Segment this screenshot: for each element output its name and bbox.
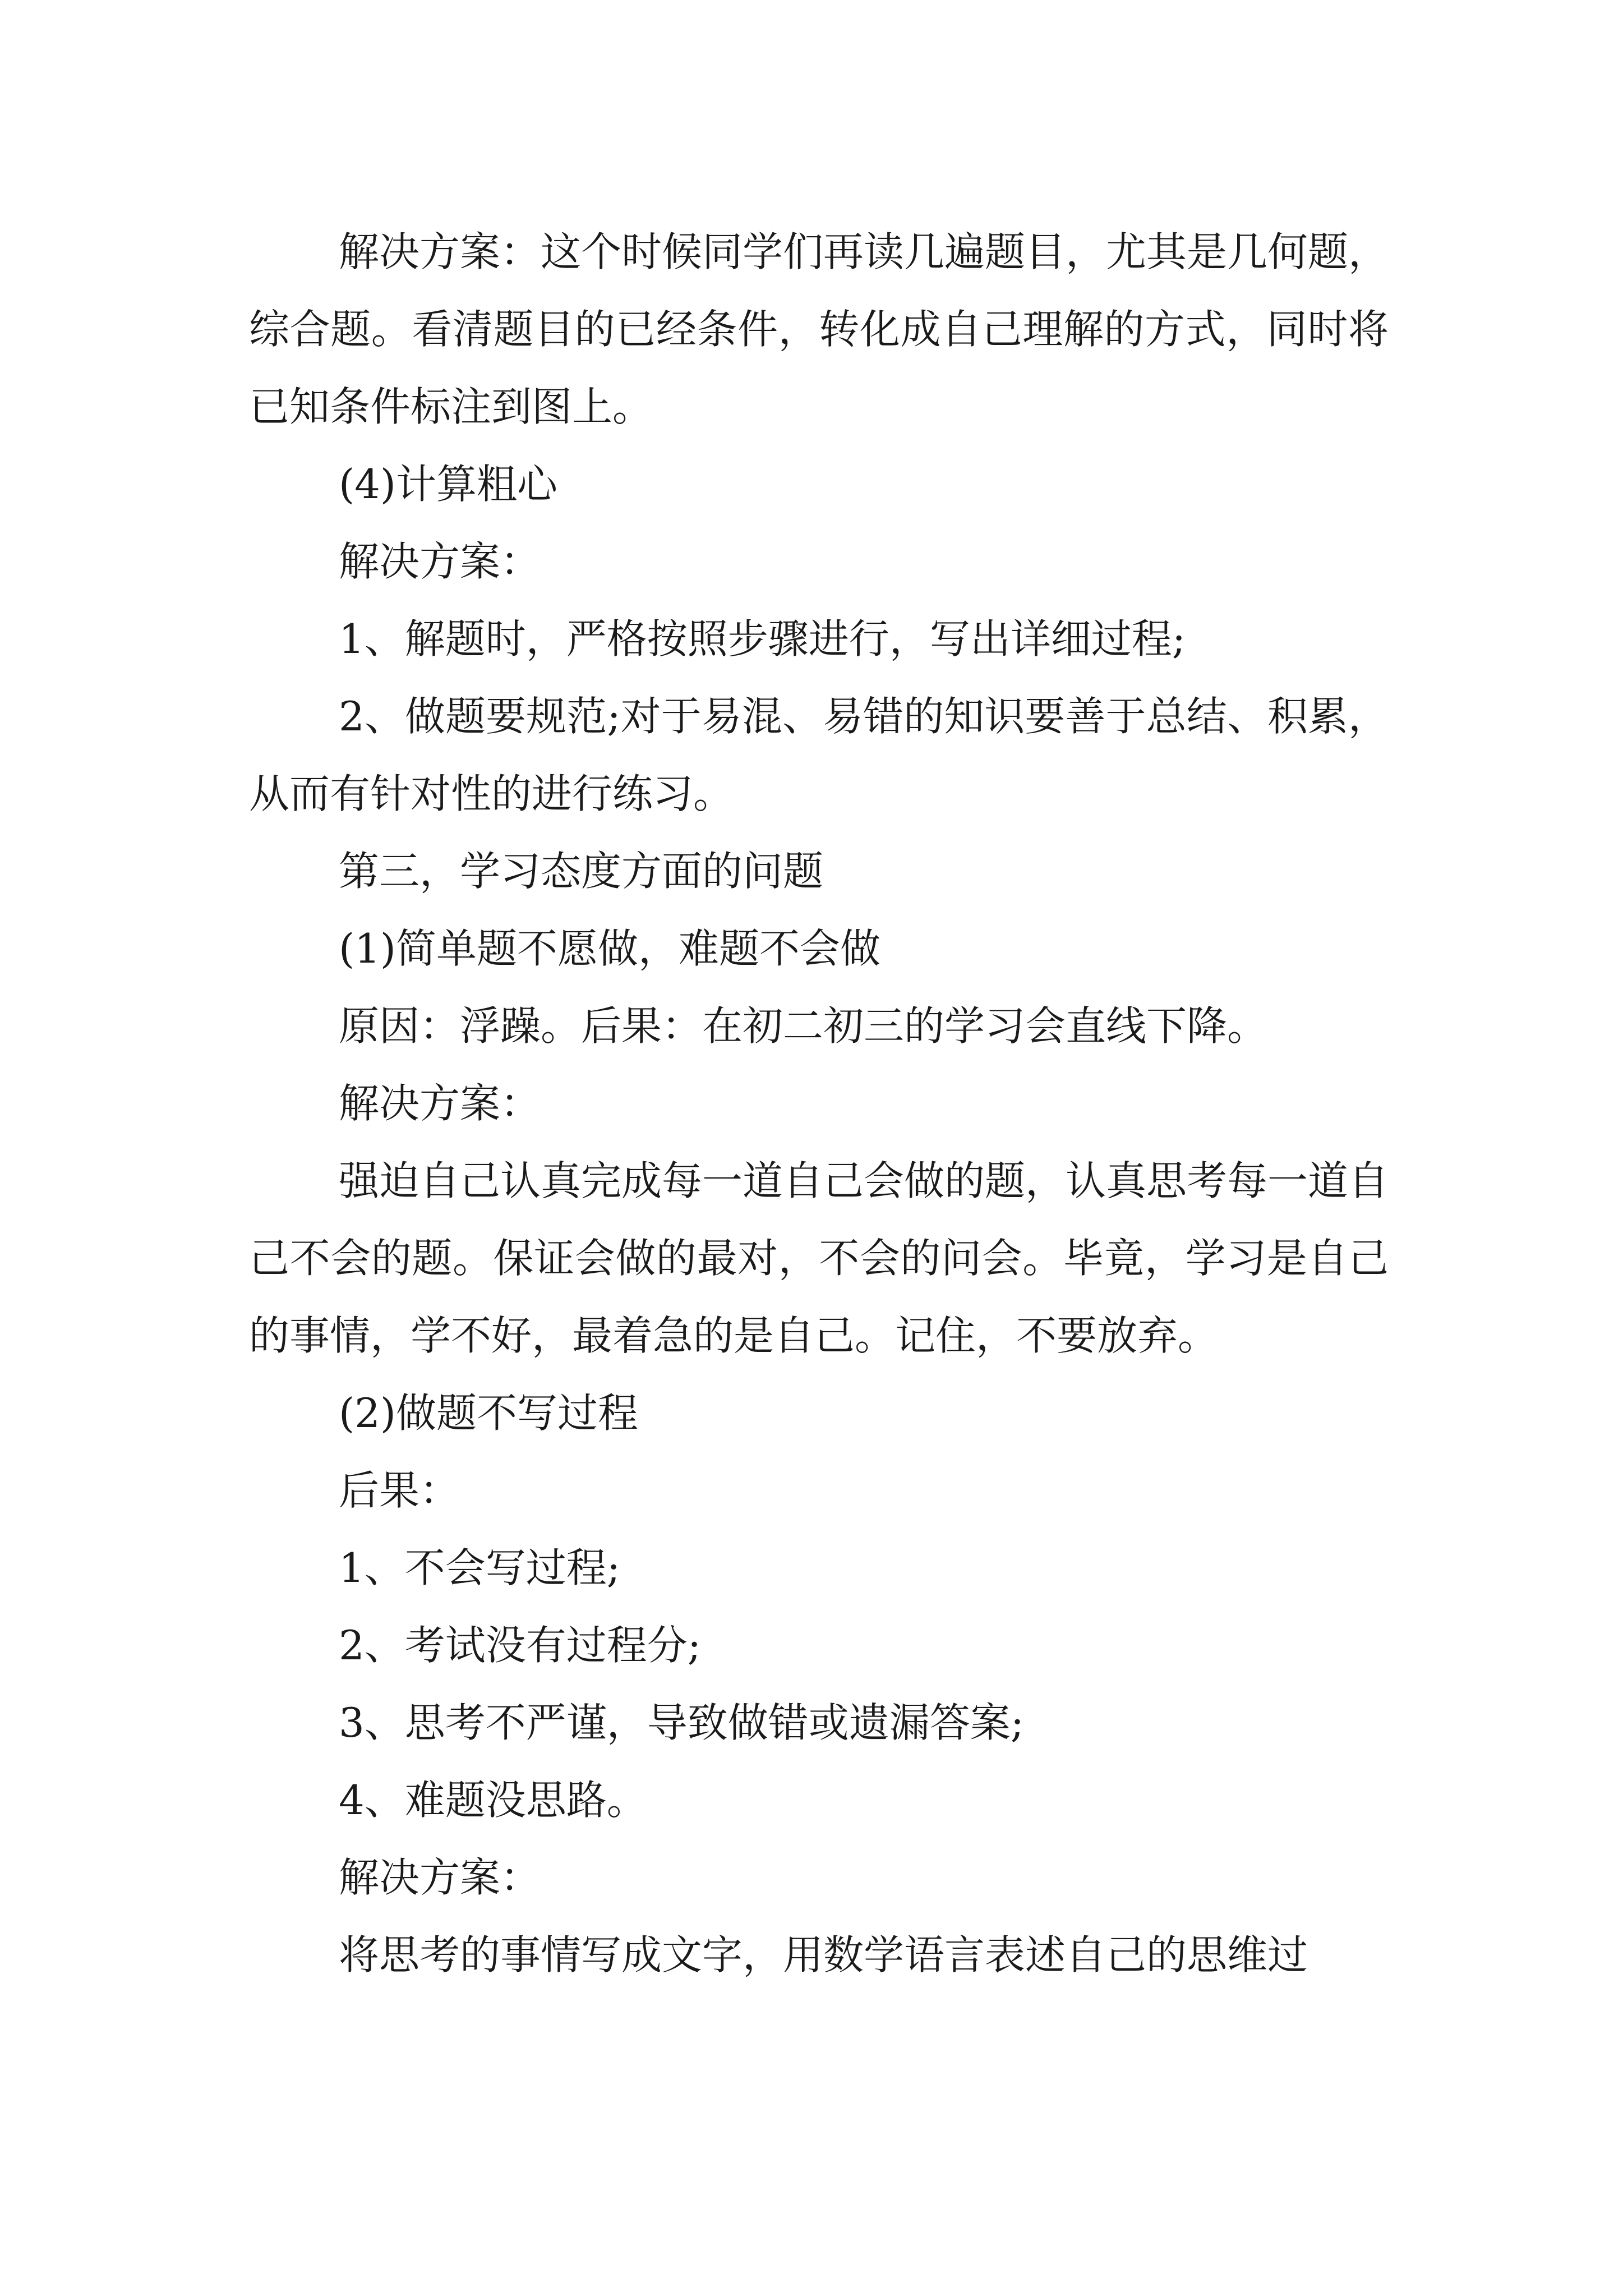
- paragraph-solution-write-thoughts: 将思考的事情写成文字，用数学语言表述自己的思维过: [339, 1931, 1308, 1978]
- label-solution: 解决方案：: [339, 1854, 541, 1901]
- list-item-step-by-step: 1、解题时，严格按照步骤进行，写出详细过程;: [339, 615, 1186, 662]
- paragraph-cause-consequence: 原因：浮躁。后果：在初二初三的学习会直线下降。: [339, 1002, 1268, 1050]
- list-item-cannot-write-process: 1、不会写过程;: [339, 1544, 621, 1591]
- list-item-standardize: 2、做题要规范;对于易混、易错的知识要善于总结、积累，从而有针对性的进行练习。: [249, 693, 1389, 817]
- list-item-no-ideas: 4、难题没思路。: [339, 1777, 647, 1824]
- paragraph-solution-force-self: 强迫自己认真完成每一道自己会做的题，认真思考每一道自己不会的题。保证会做的最对，不会的问会。毕竟，学习是自己的事情，学不好，最着急的是自己。记住，不要放弃。: [249, 1157, 1389, 1359]
- heading-no-process: (2)做题不写过程: [339, 1389, 638, 1437]
- section-heading-attitude: 第三，学习态度方面的问题: [339, 848, 824, 895]
- list-item-not-rigorous: 3、思考不严谨，导致做错或遗漏答案;: [339, 1699, 1025, 1746]
- list-item-no-process-score: 2、考试没有过程分;: [339, 1622, 702, 1669]
- label-solution: 解决方案：: [339, 538, 541, 585]
- heading-careless-calculation: (4)计算粗心: [339, 461, 557, 508]
- document-body: [249, 213, 1389, 1994]
- paragraph-solution-reread: 解决方案：这个时候同学们再读几遍题目，尤其是几何题，综合题。看清题目的已经条件，转化成自己理解的方式，同时将已知条件标注到图上。: [249, 228, 1389, 430]
- heading-simple-vs-hard: (1)简单题不愿做，难题不会做: [339, 925, 880, 972]
- label-consequence: 后果：: [339, 1467, 460, 1514]
- label-solution: 解决方案：: [339, 1080, 541, 1127]
